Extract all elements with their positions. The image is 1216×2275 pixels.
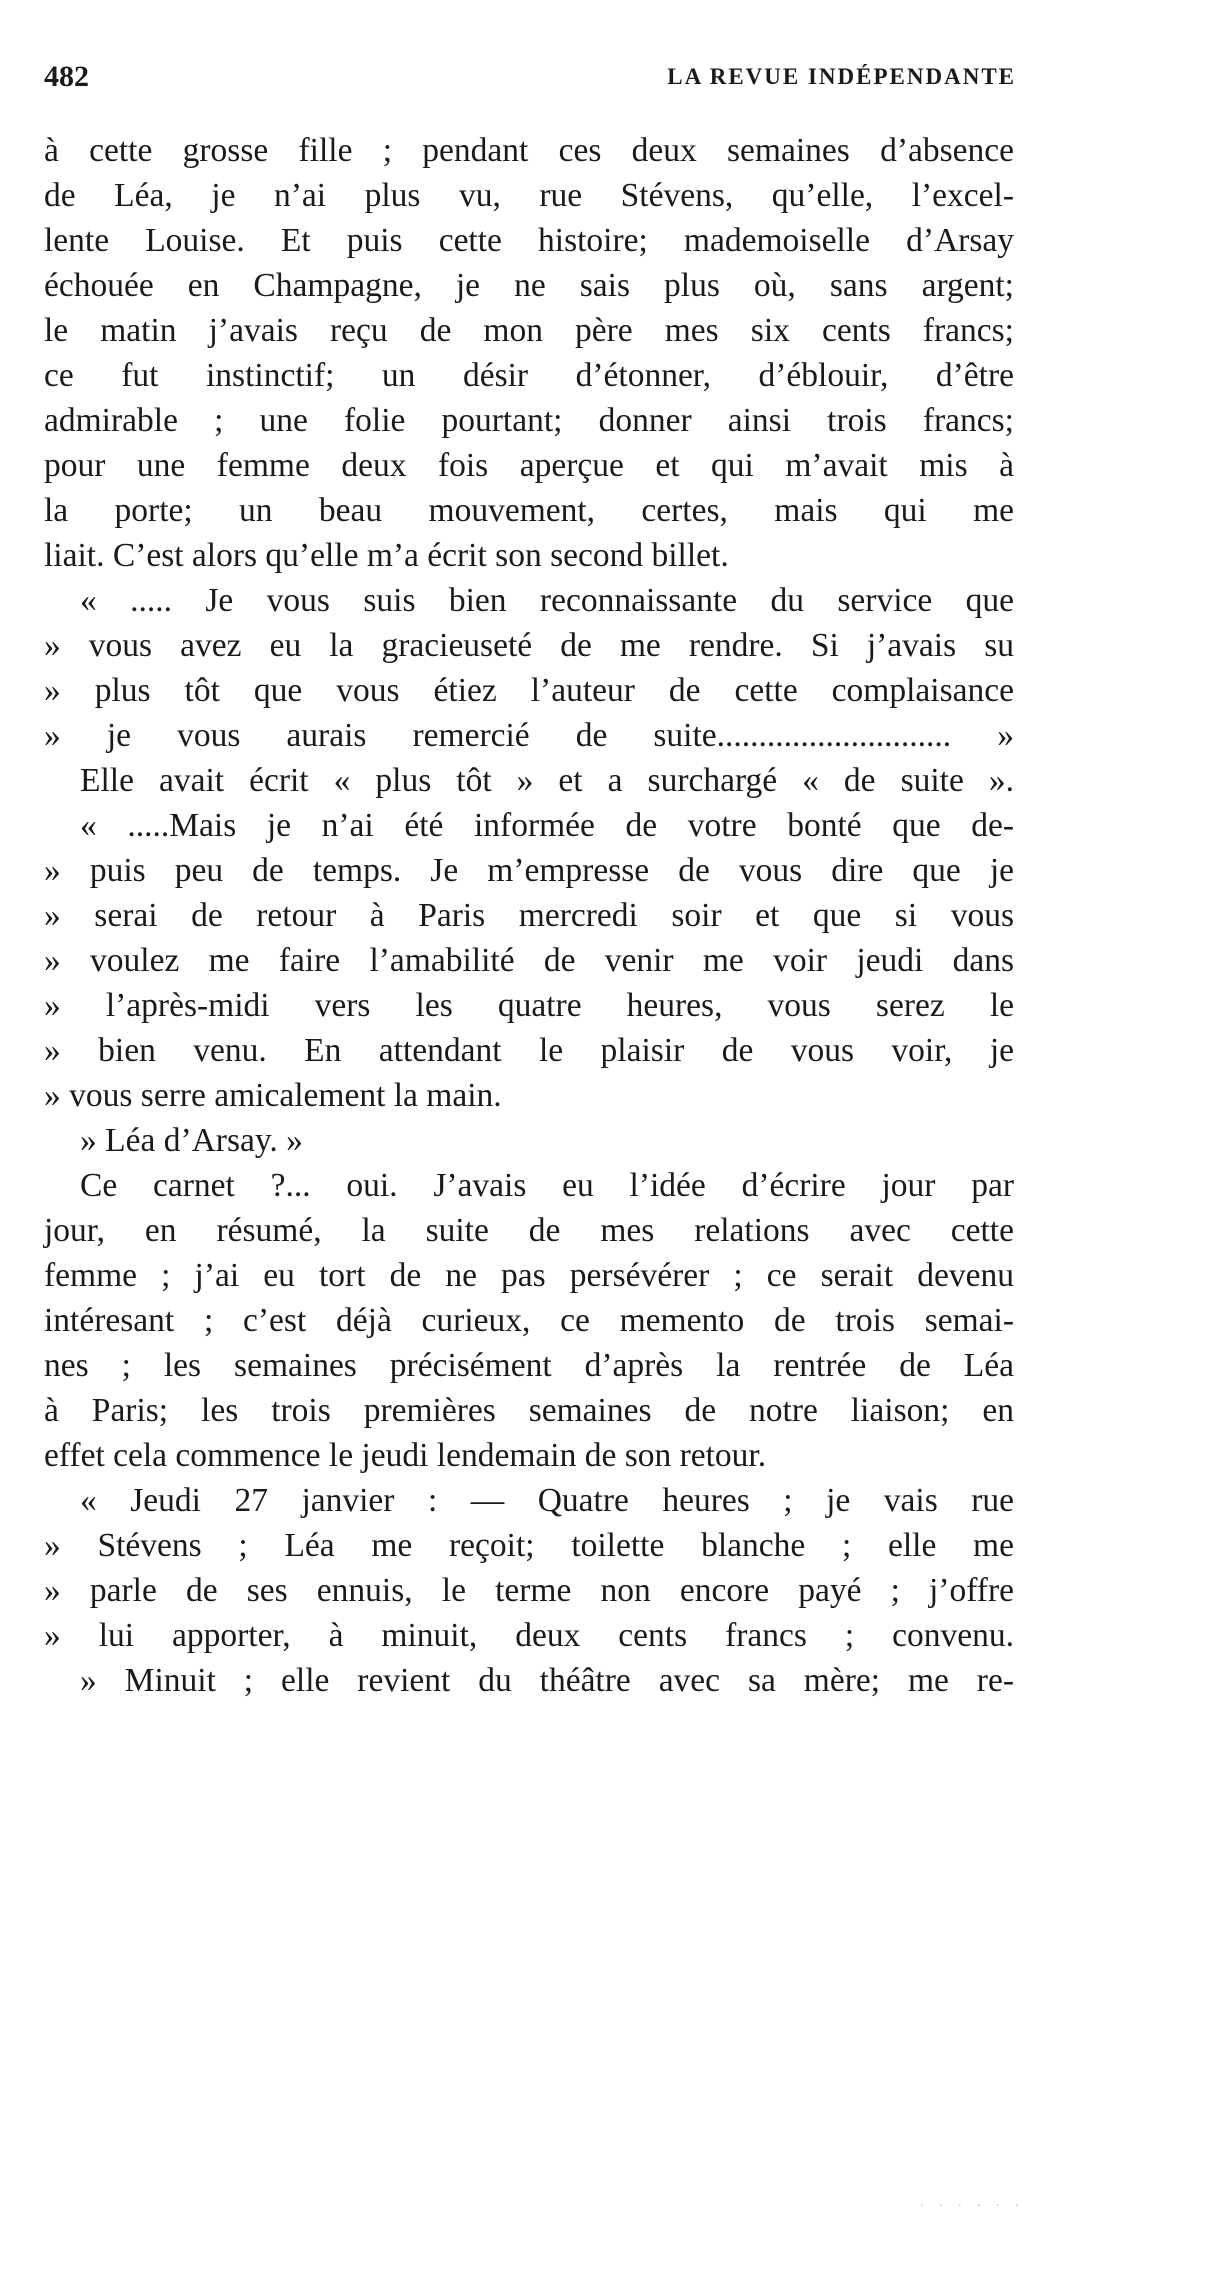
text-line: effet cela commence le jeudi lendemain de son retour. [44,1437,767,1474]
text-line: nes ; les semaines précisément d’après la rentrée de Léa [44,1347,1014,1384]
page-number: 482 [44,60,89,93]
letter-line: » bien venu. En attendant le plaisir de vous voir, je [44,1032,1014,1069]
text-line: jour, en résumé, la suite de mes relations avec cette [44,1212,1014,1249]
letter-line: » voulez me faire l’amabilité de venir me voir jeudi dans [44,942,1014,979]
text-line: liait. C’est alors qu’elle m’a écrit son second billet. [44,537,729,574]
letter-line: « .....Mais je n’ai été informée de votre bonté que de- [80,807,1014,844]
body-text [44,128,1014,1703]
letter-line: » serai de retour à Paris mercredi soir et que si vous [44,897,1014,934]
text-line: le matin j’avais reçu de mon père mes six cents francs; [44,312,1014,349]
letter-line: » vous avez eu la gracieuseté de me rendre. Si j’avais su [44,627,1014,664]
letter-line: » je vous aurais remercié de suite............................ » [44,717,1014,754]
text-line: pour une femme deux fois aperçue et qui m’avait mis à [44,447,1014,484]
text-line: admirable ; une folie pourtant; donner ainsi trois francs; [44,402,1014,439]
text-line: la porte; un beau mouvement, certes, mais qui me [44,492,1014,529]
running-title: LA REVUE INDÉPENDANTE [667,64,1016,89]
diary-line: » Stévens ; Léa me reçoit; toilette blanche ; elle me [44,1527,1014,1564]
text-line: échouée en Champagne, je ne sais plus où, sans argent; [44,267,1014,304]
text-line: lente Louise. Et puis cette histoire; mademoiselle d’Arsay [44,222,1014,259]
diary-line: » lui apporter, à minuit, deux cents francs ; convenu. [44,1617,1014,1654]
text-line: à Paris; les trois premières semaines de notre liaison; en [44,1392,1014,1429]
page-header [44,60,1016,100]
diary-line: » parle de ses ennuis, le terme non encore payé ; j’offre [44,1572,1014,1609]
diary-line: « Jeudi 27 janvier : — Quatre heures ; je vais rue [80,1482,1014,1519]
letter-line: » puis peu de temps. Je m’empresse de vous dire que je [44,852,1014,889]
text-line: Ce carnet ?... oui. J’avais eu l’idée d’écrire jour par [80,1167,1014,1204]
text-line: ce fut instinctif; un désir d’étonner, d’éblouir, d’être [44,357,1014,394]
text-line: femme ; j’ai eu tort de ne pas persévérer ; ce serait devenu [44,1257,1014,1294]
diary-line: » Minuit ; elle revient du théâtre avec sa mère; me re- [80,1662,1014,1699]
text-line: à cette grosse fille ; pendant ces deux semaines d’absence [44,132,1014,169]
letter-signature: » Léa d’Arsay. » [80,1122,303,1159]
letter-line: » vous serre amicalement la main. [44,1077,502,1114]
letter-line: « ..... Je vous suis bien reconnaissante du service que [80,582,1014,619]
text-line: de Léa, je n’ai plus vu, rue Stévens, qu’elle, l’excel- [44,177,1014,214]
text-line: Elle avait écrit « plus tôt » et a surchargé « de suite ». [80,762,1014,799]
letter-line: » l’après-midi vers les quatre heures, vous serez le [44,987,1014,1024]
letter-line: » plus tôt que vous étiez l’auteur de cette complaisance [44,672,1014,709]
text-line: intéresant ; c’est déjà curieux, ce memento de trois semai- [44,1302,1014,1339]
scan-specks: . . . . . . [920,2195,1025,2210]
